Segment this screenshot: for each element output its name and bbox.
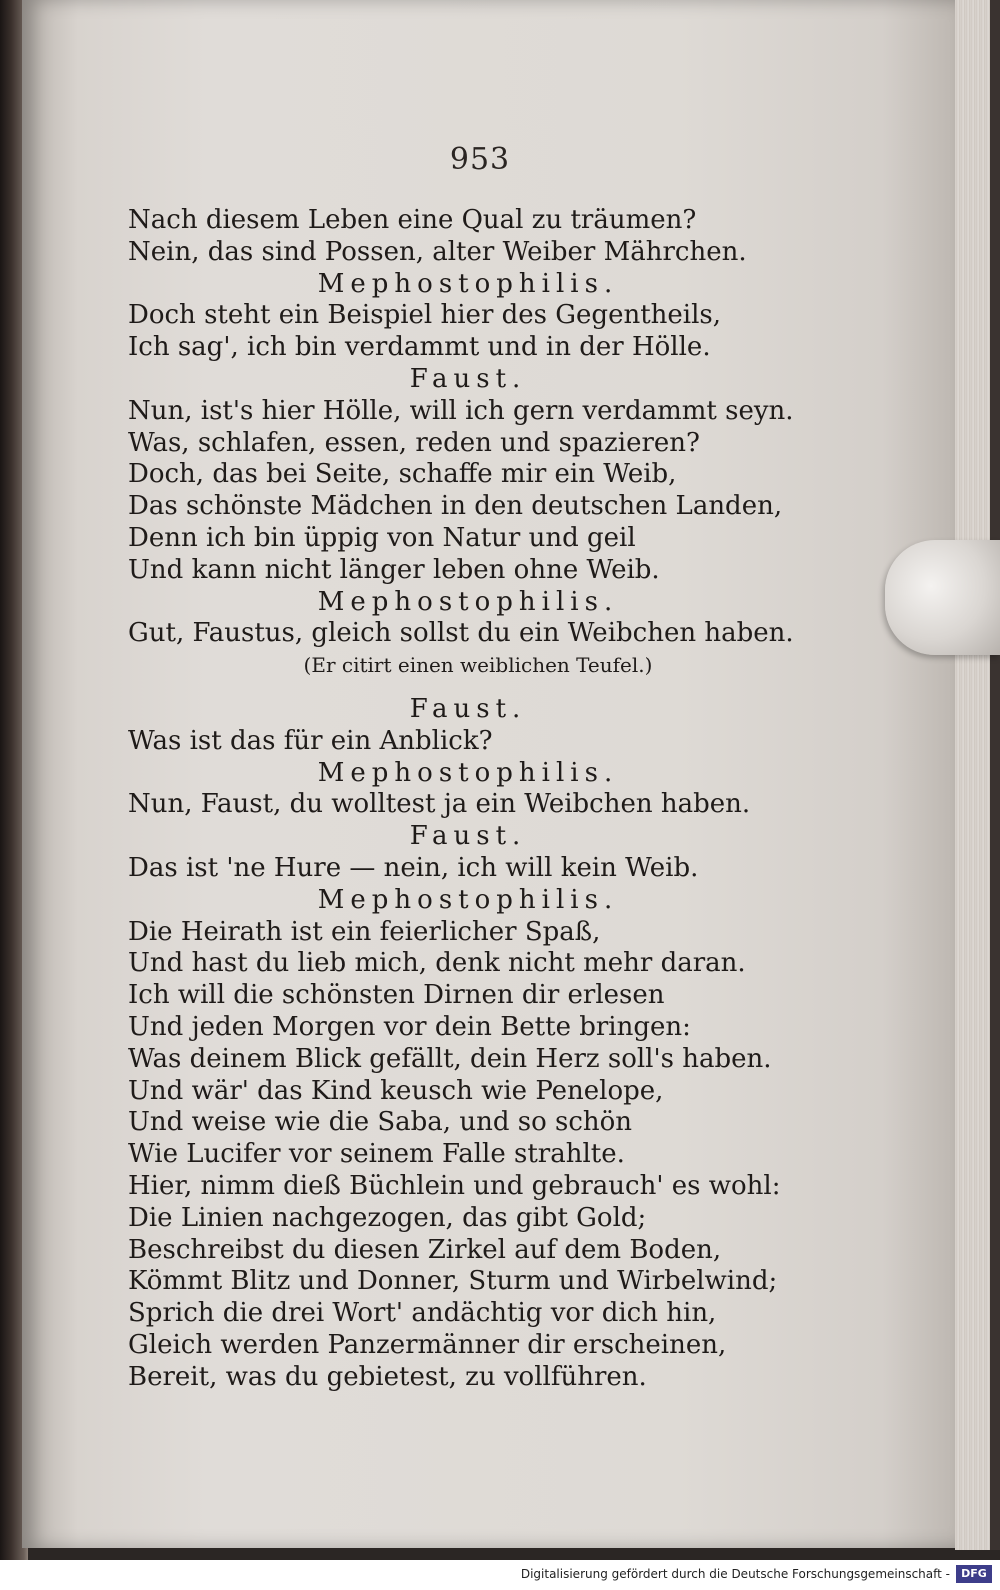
verse-line: Doch, das bei Seite, schaffe mir ein Weib, [128, 459, 677, 490]
spacer [128, 682, 848, 694]
verse-line: Die Heirath ist ein feierlicher Spaß, [128, 916, 601, 947]
footer-bar [0, 1560, 1000, 1590]
verse-line: Ich will die schönsten Dirnen dir erlesen [128, 980, 665, 1011]
verse-line: Das schönste Mädchen in den deutschen Landen, [128, 491, 783, 522]
speaker-heading: Mephostophilis. [317, 586, 619, 617]
page-clip [885, 540, 1000, 655]
verse-line: Nun, Faust, du wolltest ja ein Weibchen haben. [128, 789, 751, 820]
verse-line: Beschreibst du diesen Zirkel auf dem Boden, [128, 1234, 722, 1265]
verse-line: Gleich werden Panzermänner dir erscheinen, [128, 1329, 727, 1360]
stage-direction: (Er citirt einen weiblichen Teufel.) [303, 653, 653, 678]
speaker-heading: Faust. [409, 821, 527, 852]
verse-line: Die Linien nachgezogen, das gibt Gold; [128, 1202, 647, 1233]
verse-line: Hier, nimm dieß Büchlein und gebrauch' es wohl: [128, 1170, 781, 1201]
verse-line: Sprich die drei Wort' andächtig vor dich hin, [128, 1298, 717, 1329]
speaker-heading: Mephostophilis. [317, 884, 619, 915]
page-number: 953 [449, 142, 511, 177]
verse-text [128, 205, 848, 1393]
verse-line: Was deinem Blick gefällt, dein Herz soll's haben. [128, 1043, 772, 1074]
speaker-heading: Faust. [409, 363, 527, 394]
dfg-logo: DFG [956, 1565, 992, 1583]
verse-line: Denn ich bin üppig von Natur und geil [128, 522, 636, 553]
verse-line: Und hast du lieb mich, denk nicht mehr daran. [128, 948, 746, 979]
verse-line: Und wär' das Kind keusch wie Penelope, [128, 1075, 664, 1106]
verse-line: Was ist das für ein Anblick? [128, 725, 493, 756]
verse-line: Nun, ist's hier Hölle, will ich gern verdammt seyn. [128, 395, 794, 426]
verse-line: Nach diesem Leben eine Qual zu träumen? [128, 205, 697, 235]
verse-line: Nein, das sind Possen, alter Weiber Mährchen. [128, 236, 747, 267]
verse-line: Wie Lucifer vor seinem Falle strahlte. [128, 1139, 625, 1170]
verse-line: Und kann nicht länger leben ohne Weib. [128, 554, 660, 585]
verse-line: Gut, Faustus, gleich sollst du ein Weibchen haben. [128, 618, 794, 649]
verse-line: Was, schlafen, essen, reden und spazieren? [128, 427, 700, 458]
speaker-heading: Faust. [409, 693, 527, 724]
funding-notice: Digitalisierung gefördert durch die Deutsche Forschungsgemeinschaft - [520, 1567, 950, 1581]
verse-line: Kömmt Blitz und Donner, Sturm und Wirbelwind; [128, 1266, 778, 1297]
speaker-heading: Mephostophilis. [317, 757, 619, 788]
book-cover-edge [990, 0, 1000, 1550]
verse-line: Und weise wie die Saba, und so schön [128, 1107, 633, 1138]
verse-line: Und jeden Morgen vor dein Bette bringen: [128, 1011, 691, 1042]
verse-line: Das ist 'ne Hure — nein, ich will kein Weib. [128, 852, 699, 883]
verse-line: Doch steht ein Beispiel hier des Gegentheils, [128, 300, 722, 331]
speaker-heading: Mephostophilis. [317, 268, 619, 299]
verse-line: Ich sag', ich bin verdammt und in der Hölle. [128, 332, 711, 363]
verse-line: Bereit, was du gebietest, zu vollführen. [128, 1361, 647, 1392]
